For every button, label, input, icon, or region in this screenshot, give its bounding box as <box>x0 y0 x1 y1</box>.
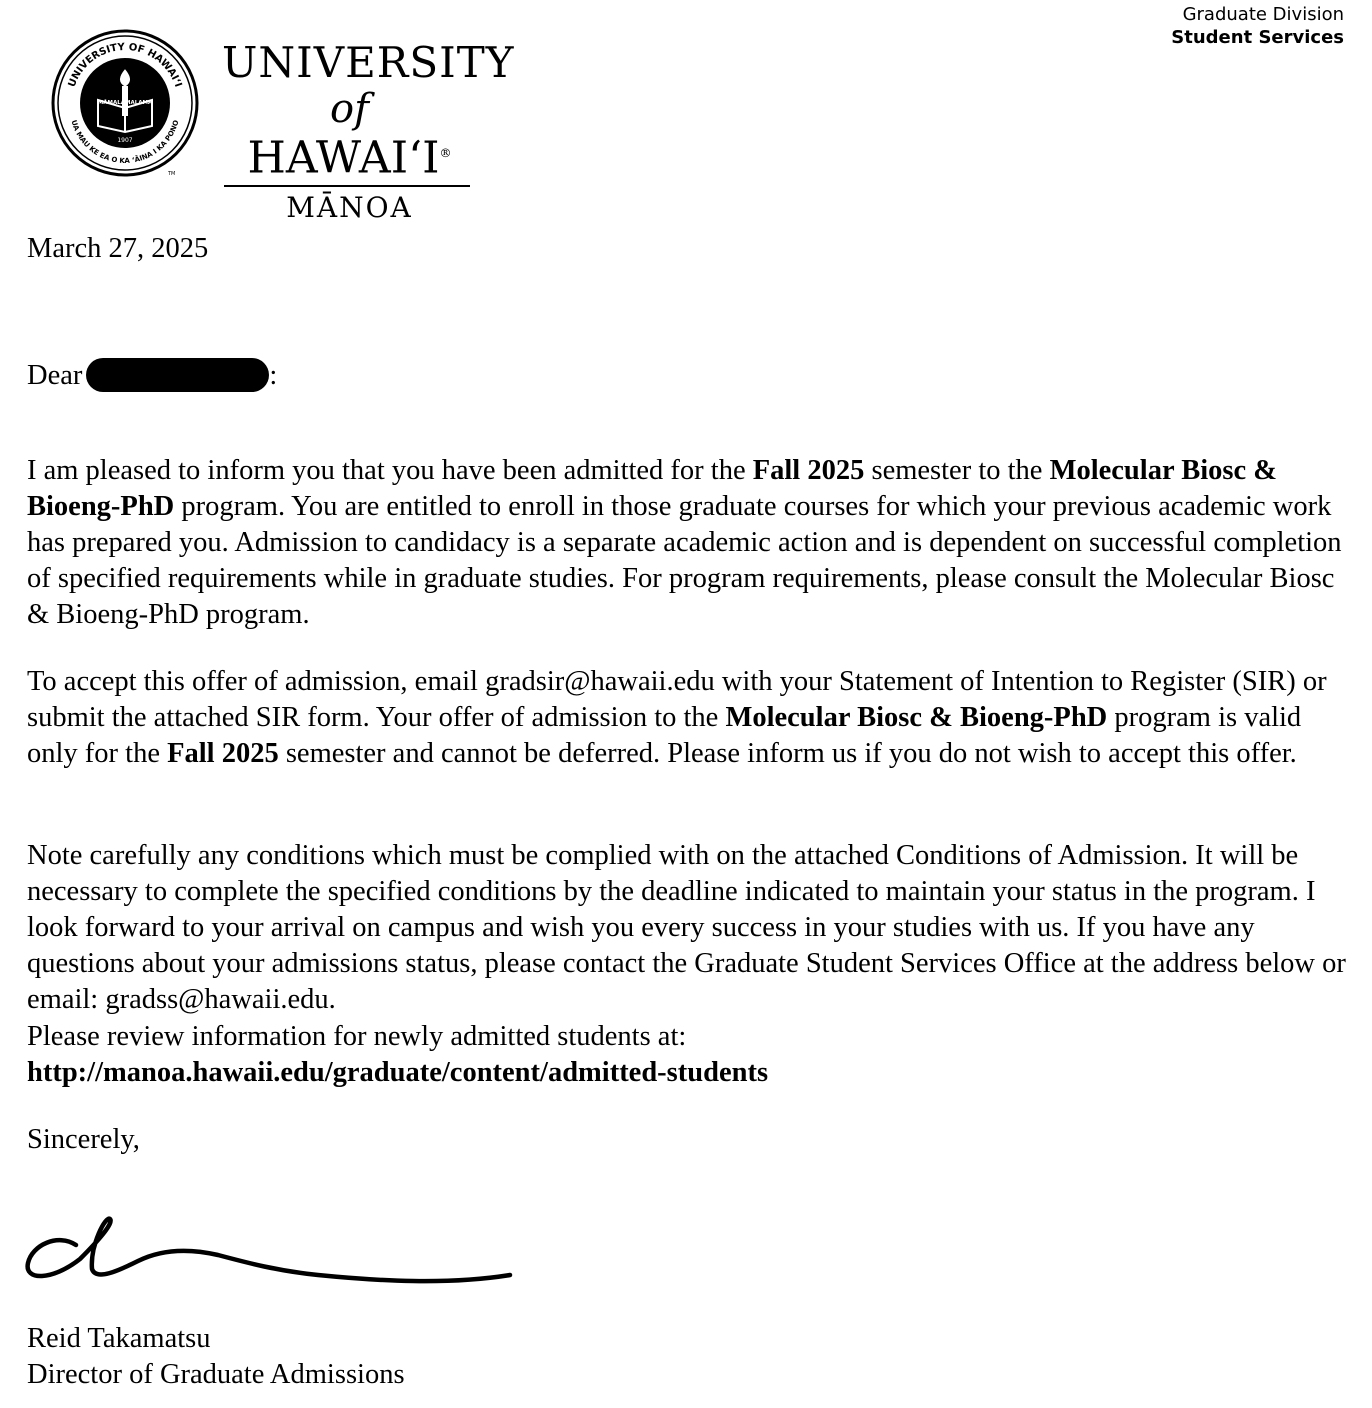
wordmark-rule <box>224 185 470 187</box>
p1-term: Fall 2025 <box>752 454 865 486</box>
p1-text-2: semester to the <box>864 454 1050 486</box>
paragraph-accept-offer <box>27 664 1347 772</box>
p2-term: Fall 2025 <box>167 737 279 769</box>
paragraph-conditions: Note carefully any conditions which must be complied with on the attached Conditions of Admission. It will be necessary to complete the specified conditions by the deadline indicated to maintain your status in the program. I look forward to your arrival on campus and wish you every success in your studies with us. If you have any questions about your admissions status, please contact the Graduate Student Services Office at the address below or email: gradss@hawaii.edu. <box>27 839 1346 1015</box>
signature-image <box>18 1205 518 1295</box>
p2-text-1: To accept this offer of admission, email gradsir@hawaii.edu with your Statement of Intention to Register (SIR) or submit the attached SIR form. Your offer of admission to the <box>27 665 1327 733</box>
signer-title: Director of Graduate Admissions <box>27 1359 405 1390</box>
letter-date: March 27, 2025 <box>27 233 209 264</box>
p2-text-2: program is valid only for the <box>27 701 1302 769</box>
admitted-students-link[interactable]: http://manoa.hawaii.edu/graduate/content/admitted-students <box>27 1057 769 1088</box>
admitted-info-intro: Please review information for newly admitted students at: <box>27 1021 687 1052</box>
seal-text-bottom: UA MAU KE EA O KA ‘ĀINA I KA PONO <box>69 119 181 166</box>
wordmark-of: of <box>330 86 369 132</box>
p1-text-1: I am pleased to inform you that you have been admitted for the <box>27 454 753 486</box>
salutation-dear: Dear <box>27 360 83 391</box>
header-division: Graduate Division <box>1182 4 1344 25</box>
paragraph-admission <box>27 453 1347 633</box>
header-office: Student Services <box>1171 27 1344 48</box>
p1-program: Molecular Biosc & Bioeng-PhD <box>27 454 1277 522</box>
wordmark-of-hawaii <box>222 86 477 184</box>
seal-text-top: UNIVERSITY OF HAWAI‘I <box>66 41 184 89</box>
university-wordmark <box>222 38 515 224</box>
redacted-name <box>86 358 269 392</box>
salutation <box>27 358 1347 394</box>
seal-year: 1907 <box>117 137 133 144</box>
seal-motto: MĀMALAMALAMA <box>97 100 153 106</box>
university-seal-logo <box>50 28 200 178</box>
closing: Sincerely, <box>27 1124 140 1155</box>
paragraph-admitted-info <box>27 1019 1347 1091</box>
salutation-colon: : <box>269 360 278 391</box>
wordmark-registered: ® <box>439 146 452 160</box>
p1-text-3: program. You are entitled to enroll in those graduate courses for which your previous academic work has prepared you. Admission to candidacy is a separate academic action and is dependent on successful completion of specified requirements while in graduate studies. For program requirements, please consult the Molecular Biosc & Bioeng-PhD program. <box>27 490 1342 630</box>
wordmark-manoa: MĀNOA <box>286 190 413 224</box>
seal-trademark: TM <box>168 171 176 177</box>
p2-program: Molecular Biosc & Bioeng-PhD <box>725 701 1108 733</box>
p2-text-3: semester and cannot be deferred. Please inform us if you do not wish to accept this offer. <box>278 737 1297 769</box>
wordmark-university: UNIVERSITY <box>222 38 515 87</box>
wordmark-hawaii: HAWAI‘I <box>247 132 440 184</box>
signer-name: Reid Takamatsu <box>27 1323 211 1354</box>
header-department <box>1171 3 1344 49</box>
